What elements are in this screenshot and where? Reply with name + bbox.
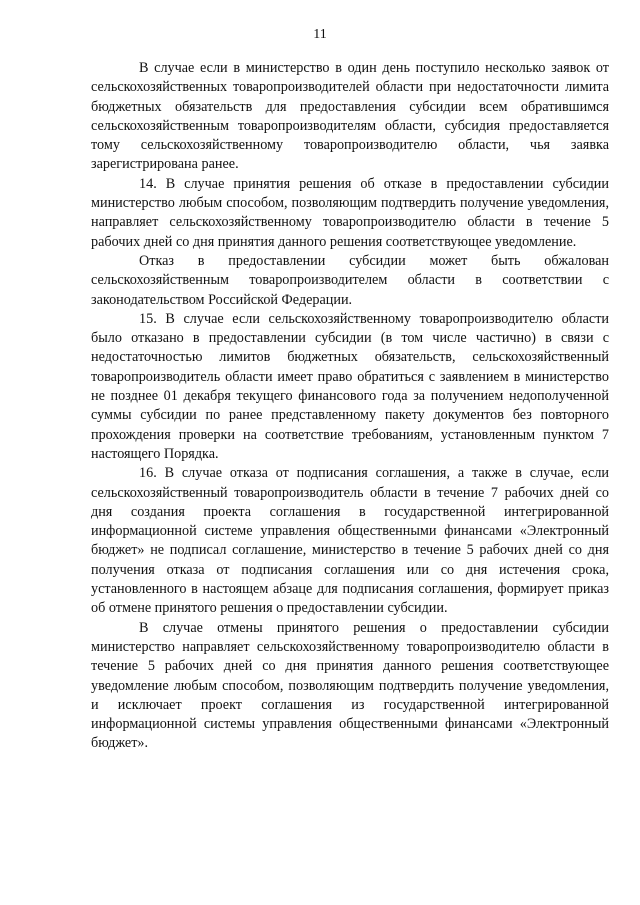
paragraph-16-agreement-refusal: 16. В случае отказа от подписания соглашения, а также в случае, если сельскохозяйственный товаропроизводитель области в течение 7 рабочих дней со дня создания проекта соглашения в государственной интегрированной информационной системе управления общественными финансами «Электронный бюджет» не подписал соглашение, министерство в течение 5 рабочих дней со дня получения отказа от подписания соглашения или со дня истечения срока, установленного в настоящем абзаце для подписания соглашения, формирует приказ об отмене принятого решения о предоставлении субсидии. [91,465,609,617]
paragraph-insufficient-limits: В случае если в министерство в один день поступило несколько заявок от сельскохозяйственных товаропроизводителей области при недостаточности лимита бюджетных обязательств для предоставления субсидии всем обратившимся сельскохозяйственным товаропроизводителям области, субсидия предоставляется тому сельскохозяйственному товаропроизводителю области, чья заявка зарегистрирована ранее. [91,60,609,173]
paragraph-15-repeat-application: 15. В случае если сельскохозяйственному товаропроизводителю области было отказано в предоставлении субсидии (в том числе частично) в связи с недостаточностью лимитов бюджетных обязательств, сельскохозяйственный товаропроизводитель области имеет право обратиться с заявлением в министерство не позднее 01 декабря текущего финансового года за получением недополученной суммы субсидии по ранее представленному пакету документов без повторного прохождения проверки на соответствие требованиям, установленным пунктом 7 настоящего Порядка. [91,310,609,462]
paragraph-refusal-appeal: Отказ в предоставлении субсидии может быть обжалован сельскохозяйственным товаропроизводителем области в соответствии с законодательством Российской Федерации. [91,252,609,308]
document-body [91,59,609,754]
page-number: 11 [313,27,327,42]
paragraph-14-refusal-notice: 14. В случае принятия решения об отказе в предоставлении субсидии министерство любым способом, позволяющим подтвердить получение уведомления, направляет сельскохозяйственному товаропроизводителю области в течение 5 рабочих дней со дня принятия данного решения соответствующее уведомление. [91,175,609,250]
paragraph-decision-cancellation: В случае отмены принятого решения о предоставлении субсидии министерство направляет сельскохозяйственному товаропроизводителю области в течение 5 рабочих дней со дня принятия данного решения соответствующее уведомление любым способом, позволяющим подтвердить получение уведомления, и исключает проект соглашения из государственной интегрированной информационной системы управления общественными финансами «Электронный бюджет». [91,619,609,752]
